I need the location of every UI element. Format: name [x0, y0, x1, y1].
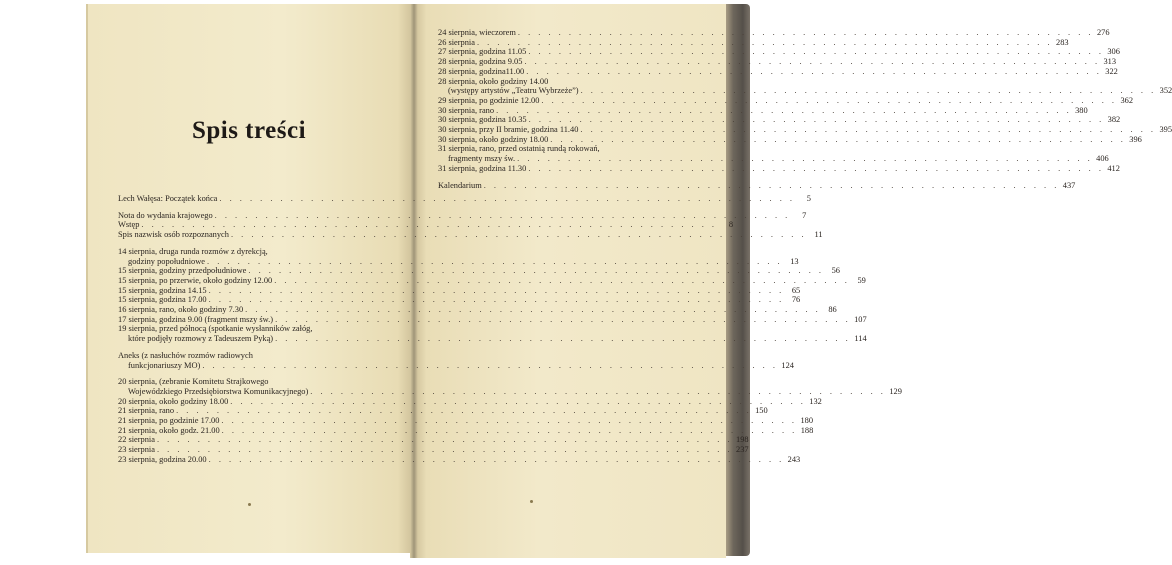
toc-page-number: 380	[1075, 105, 1088, 115]
toc-entry-text: 31 sierpnia, rano, przed ostatnią rundą rokowań,	[438, 144, 600, 154]
toc-left-column	[118, 194, 902, 465]
toc-entry	[438, 105, 1088, 116]
toc-entry-text-continued: funkcjonariuszy MO)	[128, 360, 201, 370]
toc-entry	[438, 134, 1142, 145]
toc-entry-text: 21 sierpnia, po godzinie 17.00	[118, 416, 220, 426]
toc-entry	[118, 416, 814, 426]
dot-leader: . . . . . . . . . . . . . . . . . . . . . . . . . . . . . . . . . . . . . . . . . . . . . . . . . . . . . . . . .	[496, 105, 1072, 115]
toc-entry-text: Lech Wałęsa: Początek końca	[118, 194, 218, 203]
toc-entry-text-continued: (występy artystów „Teatru Wybrzeże”)	[448, 86, 579, 96]
toc-entry-text: 22 sierpnia	[118, 435, 155, 445]
toc-entry	[118, 194, 811, 204]
toc-entry	[118, 220, 733, 230]
toc-page-number: 124	[781, 360, 794, 370]
toc-entry-text: 15 sierpnia, godziny przedpołudniowe	[118, 266, 247, 276]
toc-entry-text: 27 sierpnia, godzina 11.05	[438, 47, 527, 57]
dot-leader: . . . . . . . . . . . . . . . . . . . . . . . . . . . . . . . . . . . . . . . . . . . . . . . . . . . . . . . . .	[580, 125, 1156, 135]
page-title: Spis treści	[191, 117, 307, 144]
toc-page-number: 59	[857, 275, 866, 285]
toc-page-number: 76	[791, 295, 801, 305]
dot-leader: . . . . . . . . . . . . . . . . . . . . . . . . . . . . . . . . . . . . . . . . . . . . . . . . . . . . . . . . .	[580, 86, 1157, 96]
spacer	[118, 344, 396, 351]
dot-leader: . . . . . . . . . . . . . . . . . . . . . . . . . . . . . . . . . . . . . . . . . . . . . . . . . . . . . . . . .	[248, 266, 824, 276]
toc-entry-text: 15 sierpnia, godzina 14.15	[118, 285, 207, 295]
toc-entry-text: 23 sierpnia	[118, 445, 155, 455]
spacer	[438, 174, 714, 181]
toc-entry-text: 20 sierpnia, około godziny 18.00	[118, 396, 229, 406]
dot-leader: . . . . . . . . . . . . . . . . . . . . . . . . . . . . . . . . . . . . . . . . . . . . . . . . . . . . . . . . .	[528, 163, 1104, 173]
toc-page-number: 65	[791, 285, 801, 295]
page-mark	[248, 503, 251, 506]
toc-entry-text: 31 sierpnia, godzina 11.30	[438, 163, 527, 173]
toc-page-number: 406	[1096, 154, 1109, 164]
dot-leader: . . . . . . . . . . . . . . . . . . . . . . . . . . . . . . . . . . . . . . . . . . . . . . . . . . . . . . . . .	[275, 314, 851, 324]
toc-page-number: 437	[1062, 180, 1076, 190]
toc-page-number: 150	[755, 406, 768, 416]
dot-leader: . . . . . . . . . . . . . . . . . . . . . . . . . . . . . . . . . . . . . . . . . . . . . . . . . . . . . . . . .	[202, 360, 778, 370]
toc-entry-text: Aneks (z nasłuchów rozmów radiowych	[118, 350, 253, 360]
toc-entry	[438, 57, 1117, 67]
dot-leader: . . . . . . . . . . . . . . . . . . . . . . . . . . . . . . . . . . . . . . . . . . . . . . . . . . . . . . . . .	[483, 180, 1060, 190]
dot-leader: . . . . . . . . . . . . . . . . . . . . . . . . . . . . . . . . . . . . . . . . . . . . . . . . . . . . . . . . .	[141, 220, 717, 230]
dot-leader: . . . . . . . . . . . . . . . . . . . . . . . . . . . . . . . . . . . . . . . . . . . . . . . . . . . . . . . . .	[526, 66, 1102, 76]
toc-page-number: 306	[1107, 47, 1120, 57]
toc-page-number: 412	[1107, 163, 1120, 173]
toc-entry	[438, 163, 1120, 174]
toc-entry	[438, 95, 1134, 106]
toc-page-number: 313	[1103, 57, 1117, 67]
toc-entry	[438, 180, 1076, 191]
toc-entry	[118, 230, 823, 240]
toc-entry-text: 30 sierpnia, godzina 10.35	[438, 115, 527, 125]
toc-entry	[438, 66, 1118, 77]
spacer	[118, 204, 396, 211]
toc-entry-text: 17 sierpnia, godzina 9.00 (fragment mszy św.)	[118, 314, 274, 324]
toc-entry	[118, 305, 837, 315]
toc-entry	[118, 360, 794, 371]
toc-page-number: 362	[1120, 95, 1134, 105]
toc-entry-text-continued: fragmenty mszy św.	[448, 154, 516, 164]
toc-page-number: 243	[787, 454, 801, 464]
toc-entry	[118, 285, 801, 296]
toc-page-number: 352	[1159, 86, 1172, 96]
dot-leader: . . . . . . . . . . . . . . . . . . . . . . . . . . . . . . . . . . . . . . . . . . . . . . . . . . . . . . . . .	[476, 37, 1053, 47]
dot-leader: . . . . . . . . . . . . . . . . . . . . . . . . . . . . . . . . . . . . . . . . . . . . . . . . . . . . . . . . .	[528, 115, 1105, 125]
toc-entry-text: 26 sierpnia	[438, 37, 475, 47]
toc-entry-text: Nota do wydania krajowego	[118, 210, 213, 220]
toc-entry	[118, 295, 801, 305]
dot-leader: . . . . . . . . . . . . . . . . . . . . . . . . . . . . . . . . . . . . . . . . . . . . . . . . . . . . . . . . .	[207, 256, 783, 266]
toc-page-number: 114	[854, 334, 867, 344]
toc-entry	[438, 154, 1109, 164]
dot-leader: . . . . . . . . . . . . . . . . . . . . . . . . . . . . . . . . . . . . . . . . . . . . . . . . . . . . . . . . .	[176, 406, 752, 416]
toc-entry-text-continued: Wojewódzkiego Przedsiębiorstwa Komunikacyjnego)	[128, 386, 309, 396]
toc-page-number: 283	[1056, 37, 1069, 47]
dot-leader: . . . . . . . . . . . . . . . . . . . . . . . . . . . . . . . . . . . . . . . . . . . . . . . . . . . . . . . . .	[524, 57, 1101, 67]
toc-page-number: 107	[854, 314, 867, 324]
toc-page-number: 322	[1105, 66, 1118, 76]
dot-leader: . . . . . . . . . . . . . . . . . . . . . . . . . . . . . . . . . . . . . . . . . . . . . . . . . . . . . . . . .	[156, 445, 733, 455]
dot-leader: . . . . . . . . . . . . . . . . . . . . . . . . . . . . . . . . . . . . . . . . . . . . . . . . . . . . . . . . .	[208, 295, 785, 305]
toc-entry-text-continued: godziny popołudniowe	[128, 256, 205, 266]
toc-page-number: 8	[728, 220, 733, 230]
dot-leader: . . . . . . . . . . . . . . . . . . . . . . . . . . . . . . . . . . . . . . . . . . . . . . . . . . . . . . . . .	[230, 396, 806, 406]
toc-entry-text: 28 sierpnia, około godziny 14.00	[438, 76, 549, 86]
toc-page-number: 13	[790, 256, 799, 266]
toc-entry	[118, 275, 866, 286]
toc-entry-text: 28 sierpnia, godzina 9.05	[438, 57, 523, 67]
toc-entry	[118, 210, 807, 221]
toc-right-column	[438, 28, 1172, 190]
toc-page-number: 237	[736, 445, 749, 455]
toc-entry	[118, 334, 867, 344]
toc-entry	[118, 256, 799, 267]
toc-entry-text: Wstęp	[118, 220, 140, 230]
toc-page-number: 395	[1159, 125, 1172, 135]
toc-page-number: 188	[800, 425, 814, 435]
page-mark	[530, 500, 533, 503]
toc-entry-text: 21 sierpnia, około godz. 21.00	[118, 425, 220, 435]
toc-entry-text: Kalendarium	[438, 180, 482, 190]
toc-page-number: 396	[1129, 134, 1142, 144]
dot-leader: . . . . . . . . . . . . . . . . . . . . . . . . . . . . . . . . . . . . . . . . . . . . . . . . . . . . . . . . .	[550, 134, 1126, 144]
toc-entry-text: 15 sierpnia, godzina 17.00	[118, 295, 207, 305]
toc-entry-text: 19 sierpnia, przed północą (spotkanie wysłanników załóg,	[118, 324, 313, 334]
toc-page-number: 7	[802, 210, 807, 220]
toc-entry	[118, 266, 840, 276]
toc-entry-text: 24 sierpnia, wieczorem	[438, 28, 516, 37]
dot-leader: . . . . . . . . . . . . . . . . . . . . . . . . . . . . . . . . . . . . . . . . . . . . . . . . . . . . . . . . .	[517, 28, 1094, 37]
toc-entry-text: Spis nazwisk osób rozpoznanych	[118, 230, 229, 240]
spacer	[118, 370, 396, 377]
dot-leader: . . . . . . . . . . . . . . . . . . . . . . . . . . . . . . . . . . . . . . . . . . . . . . . . . . . . . . . . .	[310, 386, 886, 396]
dot-leader: . . . . . . . . . . . . . . . . . . . . . . . . . . . . . . . . . . . . . . . . . . . . . . . . . . . . . . . . .	[221, 416, 798, 426]
toc-entry-text: 20 sierpnia, (zebranie Komitetu Strajkowego	[118, 377, 269, 387]
dot-leader: . . . . . . . . . . . . . . . . . . . . . . . . . . . . . . . . . . . . . . . . . . . . . . . . . . . . . . . . .	[517, 154, 1093, 164]
dot-leader: . . . . . . . . . . . . . . . . . . . . . . . . . . . . . . . . . . . . . . . . . . . . . . . . . . . . . . . . .	[156, 435, 733, 445]
toc-entry	[438, 115, 1121, 125]
toc-entry	[118, 435, 749, 445]
toc-page-number: 180	[800, 416, 814, 426]
toc-entry	[118, 425, 814, 436]
toc-entry-text: 30 sierpnia, przy II bramie, godzina 11.40	[438, 125, 579, 135]
toc-entry	[438, 28, 1110, 38]
dot-leader: . . . . . . . . . . . . . . . . . . . . . . . . . . . . . . . . . . . . . . . . . . . . . . . . . . . . . . . . .	[541, 95, 1118, 105]
toc-page-number: 11	[814, 230, 823, 240]
dot-leader: . . . . . . . . . . . . . . . . . . . . . . . . . . . . . . . . . . . . . . . . . . . . . . . . . . . . . . . . .	[208, 454, 785, 464]
toc-page-number: 86	[828, 305, 837, 315]
toc-entry-text: 29 sierpnia, po godzinie 12.00	[438, 95, 540, 105]
dot-leader: . . . . . . . . . . . . . . . . . . . . . . . . . . . . . . . . . . . . . . . . . . . . . . . . . . . . . . . . .	[208, 285, 785, 295]
dot-leader: . . . . . . . . . . . . . . . . . . . . . . . . . . . . . . . . . . . . . . . . . . . . . . . . . . . . . . . . .	[275, 334, 851, 344]
dot-leader: . . . . . . . . . . . . . . . . . . . . . . . . . . . . . . . . . . . . . . . . . . . . . . . . . . . . . . . . .	[230, 230, 807, 240]
toc-page-number: 5	[806, 194, 811, 203]
toc-page-number: 276	[1096, 28, 1110, 37]
toc-entry-text: 21 sierpnia, rano	[118, 406, 175, 416]
toc-entry-text: 28 sierpnia, godzina11.00	[438, 66, 525, 76]
toc-entry-text: 30 sierpnia, około godziny 18.00	[438, 134, 549, 144]
toc-entry-text: 15 sierpnia, po przerwie, około godziny 12.00	[118, 275, 273, 285]
toc-page-number: 129	[889, 386, 902, 396]
toc-entry-text: 30 sierpnia, rano	[438, 105, 495, 115]
toc-entry	[118, 454, 801, 465]
toc-page-number: 56	[831, 266, 840, 276]
toc-entry	[438, 47, 1120, 57]
toc-page-number: 382	[1107, 115, 1121, 125]
dot-leader: . . . . . . . . . . . . . . . . . . . . . . . . . . . . . . . . . . . . . . . . . . . . . . . . . . . . . . . . .	[214, 210, 791, 220]
dot-leader: . . . . . . . . . . . . . . . . . . . . . . . . . . . . . . . . . . . . . . . . . . . . . . . . . . . . . . . . .	[528, 47, 1104, 57]
toc-entry	[438, 125, 1172, 135]
toc-entry	[118, 386, 902, 397]
toc-entry	[118, 396, 822, 407]
dot-leader: . . . . . . . . . . . . . . . . . . . . . . . . . . . . . . . . . . . . . . . . . . . . . . . . . . . . . . . . .	[245, 305, 821, 315]
toc-entry	[118, 314, 867, 325]
toc-page-number: 132	[809, 396, 822, 406]
toc-entry-text: 16 sierpnia, rano, około godziny 7.30	[118, 305, 244, 315]
toc-entry-text: 23 sierpnia, godzina 20.00	[118, 454, 207, 464]
toc-entry	[438, 86, 1172, 96]
toc-entry-text: 14 sierpnia, druga runda rozmów z dyrekcją,	[118, 246, 268, 256]
spacer	[118, 240, 396, 247]
toc-entry	[118, 445, 749, 455]
toc-entry	[118, 406, 768, 416]
dot-leader: . . . . . . . . . . . . . . . . . . . . . . . . . . . . . . . . . . . . . . . . . . . . . . . . . . . . . . . . .	[221, 425, 798, 435]
toc-entry	[438, 37, 1069, 48]
dot-leader: . . . . . . . . . . . . . . . . . . . . . . . . . . . . . . . . . . . . . . . . . . . . . . . . . . . . . . . . .	[219, 194, 795, 203]
dot-leader: . . . . . . . . . . . . . . . . . . . . . . . . . . . . . . . . . . . . . . . . . . . . . . . . . . . . . . . . .	[274, 275, 850, 285]
toc-page-number: 198	[736, 435, 749, 445]
toc-entry-text-continued: które podjęły rozmowy z Tadeuszem Pyką)	[128, 334, 274, 344]
